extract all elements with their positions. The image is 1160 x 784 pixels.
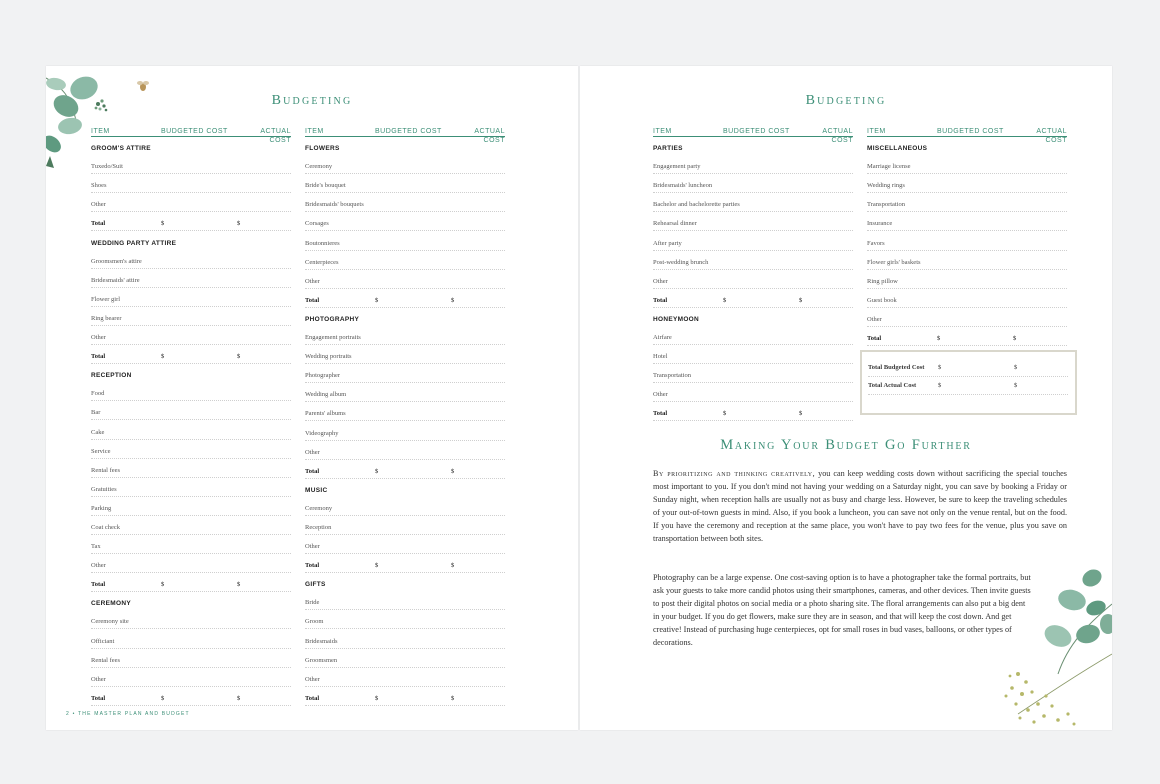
section-heading (305, 479, 505, 497)
dollar-sign: $ (375, 467, 379, 475)
section-label: GIFTS (305, 581, 326, 589)
section-label: HONEYMOON (653, 315, 700, 323)
budget-line-item[interactable] (867, 231, 1067, 250)
dollar-sign: $ (161, 694, 165, 702)
item-label: Total (867, 335, 882, 343)
header-item: ITEM (305, 128, 324, 135)
section-heading (91, 592, 291, 610)
budget-line-item[interactable] (653, 326, 853, 345)
item-label: Total (305, 296, 320, 304)
paragraph-body: you can keep wedding costs down without sacrificing the special touches most important to you. If you don't mind not having your wedding on a Saturday night, you can save by booking a Friday or Sunday night, when reception halls are usually not as busy and charge less. However, be sure to keep the traveling schedules of your out-of-town guests in mind. Also, if you book a luncheon, you can save not only on the venue rental, but on the food. If you have the ceremony and reception at the same place, you won't have to pay two fees for the venue, plus you save on transportation between both sites. (653, 469, 1067, 543)
item-label: Hotel (653, 353, 668, 361)
column-header (305, 127, 505, 144)
total-actual-label: Total Actual Cost (868, 382, 917, 389)
item-label: Total (305, 562, 320, 570)
budget-line-item[interactable] (91, 174, 291, 193)
section-heading (305, 308, 505, 326)
item-label: Other (91, 334, 106, 342)
item-label: Wedding rings (867, 182, 905, 190)
item-label: Bar (91, 409, 101, 417)
budget-line-item[interactable] (91, 307, 291, 326)
item-label: Gratuities (91, 485, 117, 493)
item-label: Ring pillow (867, 277, 898, 285)
budget-column (91, 127, 291, 706)
section-label: GROOM'S ATTIRE (91, 145, 151, 153)
item-label: Transportation (867, 201, 906, 209)
total-row (305, 460, 505, 479)
dollar-sign: $ (237, 581, 241, 589)
item-label: Flower girl (91, 295, 121, 303)
section-label: MISCELLANEOUS (867, 145, 928, 153)
item-label: Airfare (653, 334, 672, 342)
section-heading (91, 231, 291, 249)
total-row (867, 327, 1067, 346)
budget-line-item[interactable] (867, 174, 1067, 193)
item-label: Marriage license (867, 163, 911, 171)
item-label: Groomsmen (305, 656, 338, 664)
total-actual-row (868, 380, 1068, 395)
item-label: Rehearsal dinner (653, 220, 697, 228)
left-page (46, 66, 578, 730)
section-heading (653, 137, 853, 155)
budget-line-item[interactable] (91, 610, 291, 629)
budget-line-item[interactable] (653, 251, 853, 270)
budget-line-item[interactable] (305, 421, 505, 440)
dollar-sign: $ (799, 296, 803, 304)
dollar-sign: $ (161, 220, 165, 228)
budget-line-item[interactable] (305, 535, 505, 554)
item-label: Other (91, 201, 106, 209)
budget-line-item[interactable] (91, 326, 291, 345)
budget-line-item[interactable] (91, 535, 291, 554)
dollar-sign: $ (723, 410, 727, 418)
paragraph-lead: By prioritizing and thinking creatively, (653, 469, 816, 478)
header-budgeted: BUDGETED COST (723, 128, 790, 135)
item-label: Bride's bouquet (305, 182, 346, 190)
right-page (580, 66, 1112, 730)
total-budgeted-label: Total Budgeted Cost (868, 364, 925, 371)
budget-line-item[interactable] (91, 155, 291, 174)
budget-column (653, 127, 853, 421)
budget-line-item[interactable] (305, 610, 505, 629)
section-heading (305, 573, 505, 591)
item-label: Ceremony site (91, 618, 129, 626)
budget-line-item[interactable] (91, 629, 291, 648)
budget-line-item[interactable] (91, 459, 291, 478)
budget-rows (653, 137, 853, 421)
budget-line-item[interactable] (91, 382, 291, 401)
budget-line-item[interactable] (653, 193, 853, 212)
section-label: CEREMONY (91, 600, 131, 608)
item-label: Rental fees (91, 656, 121, 664)
budget-line-item[interactable] (867, 212, 1067, 231)
item-label: Total (91, 353, 106, 361)
item-label: Engagement portraits (305, 334, 361, 342)
item-label: Videography (305, 429, 339, 437)
budget-line-item[interactable] (91, 269, 291, 288)
budget-line-item[interactable] (653, 383, 853, 402)
total-row (91, 573, 291, 592)
dollar-sign: $ (161, 353, 165, 361)
budget-line-item[interactable] (91, 516, 291, 535)
budget-line-item[interactable] (305, 155, 505, 174)
budget-line-item[interactable] (305, 174, 505, 193)
column-header (653, 127, 853, 144)
budget-line-item[interactable] (653, 364, 853, 383)
budget-line-item[interactable] (305, 516, 505, 535)
item-label: Groom (305, 618, 324, 626)
item-label: Wedding album (305, 391, 347, 399)
item-label: Rental fees (91, 466, 121, 474)
budget-line-item[interactable] (305, 270, 505, 289)
item-label: Wedding portraits (305, 353, 352, 361)
header-actual: ACTUAL COST (822, 128, 853, 144)
dollar-sign: $ (723, 296, 727, 304)
dollar-sign: $ (799, 410, 803, 418)
budget-rows (867, 137, 1067, 346)
item-label: Centerpieces (305, 258, 339, 266)
budget-line-item[interactable] (305, 497, 505, 516)
page-title: Budgeting (271, 93, 353, 108)
budget-line-item[interactable] (91, 497, 291, 516)
header-item: ITEM (867, 128, 886, 135)
item-label: Coat check (91, 523, 121, 531)
total-budgeted-row (868, 362, 1068, 377)
budget-line-item[interactable] (867, 289, 1067, 308)
column-header (867, 127, 1067, 144)
budget-line-item[interactable] (653, 212, 853, 231)
item-label: Other (653, 391, 668, 399)
column-header (91, 127, 291, 144)
header-item: ITEM (653, 128, 672, 135)
item-label: Other (867, 315, 882, 323)
item-label: Ceremony (305, 163, 333, 171)
budget-line-item[interactable] (305, 251, 505, 270)
section-heading (653, 308, 853, 326)
item-label: Other (305, 543, 320, 551)
total-row (305, 687, 505, 706)
budget-line-item[interactable] (91, 649, 291, 668)
budget-line-item[interactable] (305, 345, 505, 364)
item-label: Corsages (305, 220, 329, 228)
item-label: Bridesmaids' luncheon (653, 182, 713, 190)
budget-line-item[interactable] (867, 155, 1067, 174)
budget-line-item[interactable] (91, 288, 291, 307)
item-label: Bridesmaids' attire (91, 276, 140, 284)
paragraph-prioritizing (653, 467, 1067, 545)
dollar-sign: $ (237, 694, 241, 702)
dollar-sign: $ (161, 581, 165, 589)
budget-rows (91, 137, 291, 706)
header-budgeted: BUDGETED COST (161, 128, 228, 135)
total-row (91, 345, 291, 364)
total-row (91, 687, 291, 706)
dollar-sign: $ (375, 562, 379, 570)
item-label: Service (91, 447, 111, 455)
item-label: Post-wedding brunch (653, 258, 709, 266)
dollar-sign: $ (451, 467, 455, 475)
budget-line-item[interactable] (305, 364, 505, 383)
item-label: Other (91, 675, 106, 683)
item-label: Boutonnieres (305, 239, 340, 247)
item-label: Other (305, 448, 320, 456)
dollar-sign: $ (451, 562, 455, 570)
item-label: Parking (91, 504, 112, 512)
budget-line-item[interactable] (867, 251, 1067, 270)
total-row (653, 289, 853, 308)
budget-line-item[interactable] (91, 401, 291, 420)
item-label: Food (91, 390, 105, 398)
bee-icon (136, 80, 150, 92)
budget-line-item[interactable] (91, 420, 291, 439)
section-label: PHOTOGRAPHY (305, 315, 360, 323)
paragraph-photography: Photography can be a large expense. One cost-saving option is to have a photographer take the formal portraits, but ask your guests to take more candid photos using their smartphones, cameras, and other devices. Then invite guests to post their digital photos on social media or a photo sharing site. The floral arrangements can also put a big dent in your budget. If you do get flowers, make sure they are in season, and that will keep the cost down. And get creative! Instead of purchasing huge centerpieces, opt for small roses in bud vases, balloons, or other types of decorations. (653, 573, 1031, 647)
dollar-sign: $ (938, 382, 942, 389)
dollar-sign: $ (237, 220, 241, 228)
item-label: Groomsmen's attire (91, 257, 142, 265)
header-budgeted: BUDGETED COST (375, 128, 442, 135)
item-label: Total (91, 694, 106, 702)
total-row (91, 212, 291, 231)
budget-line-item[interactable] (305, 441, 505, 460)
budget-line-item[interactable] (867, 193, 1067, 212)
item-label: Bride (305, 599, 320, 607)
section-label: PARTIES (653, 145, 683, 153)
budget-line-item[interactable] (305, 402, 505, 421)
dollar-sign: $ (1014, 382, 1018, 389)
item-label: Transportation (653, 372, 692, 380)
item-label: After party (653, 239, 682, 247)
budget-line-item[interactable] (653, 155, 853, 174)
budget-line-item[interactable] (91, 668, 291, 687)
budget-line-item[interactable] (305, 649, 505, 668)
budget-rows (305, 137, 505, 706)
item-label: Total (91, 220, 106, 228)
budget-line-item[interactable] (91, 554, 291, 573)
item-label: Engagement party (653, 163, 701, 171)
budget-line-item[interactable] (305, 193, 505, 212)
item-label: Ring bearer (91, 314, 122, 322)
section-title: Making Your Budget Go Further (720, 437, 972, 453)
item-label: Other (653, 277, 668, 285)
item-label: Bachelor and bachelorette parties (653, 201, 740, 209)
budget-line-item[interactable] (305, 668, 505, 687)
item-label: Total (653, 296, 668, 304)
item-label: Other (91, 562, 106, 570)
section-heading (305, 137, 505, 155)
header-actual: ACTUAL COST (260, 128, 291, 144)
section-heading (91, 364, 291, 382)
item-label: Tuxedo/Suit (91, 163, 123, 171)
budget-line-item[interactable] (305, 326, 505, 345)
item-label: Total (653, 410, 668, 418)
budget-column (305, 127, 505, 706)
dollar-sign: $ (375, 296, 379, 304)
section-label: FLOWERS (305, 145, 340, 153)
budget-line-item[interactable] (653, 174, 853, 193)
item-label: Ceremony (305, 504, 333, 512)
budget-column (867, 127, 1067, 346)
dollar-sign: $ (937, 335, 941, 343)
budget-line-item[interactable] (305, 591, 505, 610)
item-label: Insurance (867, 220, 893, 228)
dollar-sign: $ (1013, 335, 1017, 343)
budget-line-item[interactable] (653, 345, 853, 364)
header-actual: ACTUAL COST (474, 128, 505, 144)
item-label: Favors (867, 239, 885, 247)
item-label: Total (305, 467, 320, 475)
item-label: Other (305, 675, 320, 683)
section-label: MUSIC (305, 486, 328, 494)
budget-line-item[interactable] (91, 440, 291, 459)
item-label: Parents' albums (305, 410, 346, 418)
item-label: Cake (91, 428, 105, 436)
budget-line-item[interactable] (305, 231, 505, 250)
item-label: Photographer (305, 372, 341, 380)
item-label: Bridesmaids' bouquets (305, 201, 364, 209)
dollar-sign: $ (375, 694, 379, 702)
budget-line-item[interactable] (867, 308, 1067, 327)
budget-line-item[interactable] (867, 270, 1067, 289)
header-actual: ACTUAL COST (1036, 128, 1067, 144)
total-row (305, 289, 505, 308)
section-label: WEDDING PARTY ATTIRE (91, 239, 177, 247)
dollar-sign: $ (451, 296, 455, 304)
total-row (305, 554, 505, 573)
budget-line-item[interactable] (305, 383, 505, 402)
dollar-sign: $ (1014, 364, 1018, 371)
item-label: Officiant (91, 637, 115, 645)
header-item: ITEM (91, 128, 110, 135)
section-heading (867, 137, 1067, 155)
item-label: Total (305, 694, 320, 702)
item-label: Reception (305, 523, 332, 531)
total-row (653, 402, 853, 421)
section-heading (91, 137, 291, 155)
item-label: Guest book (867, 296, 897, 304)
budget-line-item[interactable] (653, 270, 853, 289)
item-label: Bridesmaids (305, 637, 338, 645)
budget-line-item[interactable] (305, 212, 505, 231)
budget-line-item[interactable] (91, 250, 291, 269)
dollar-sign: $ (451, 694, 455, 702)
totals-box (860, 350, 1077, 415)
section-label: RECEPTION (91, 372, 132, 380)
budget-line-item[interactable] (305, 629, 505, 648)
item-label: Other (305, 277, 320, 285)
page-footer: 2 • THE MASTER PLAN AND BUDGET (66, 711, 190, 717)
eucalyptus-decoration-icon (998, 564, 1112, 730)
budget-line-item[interactable] (91, 193, 291, 212)
header-budgeted: BUDGETED COST (937, 128, 1004, 135)
dollar-sign: $ (237, 353, 241, 361)
page-title: Budgeting (805, 93, 887, 108)
item-label: Shoes (91, 182, 107, 190)
budget-line-item[interactable] (653, 231, 853, 250)
budget-line-item[interactable] (91, 478, 291, 497)
dollar-sign: $ (938, 364, 942, 371)
item-label: Flower girls' baskets (867, 258, 921, 266)
item-label: Tax (91, 543, 101, 551)
item-label: Total (91, 581, 106, 589)
